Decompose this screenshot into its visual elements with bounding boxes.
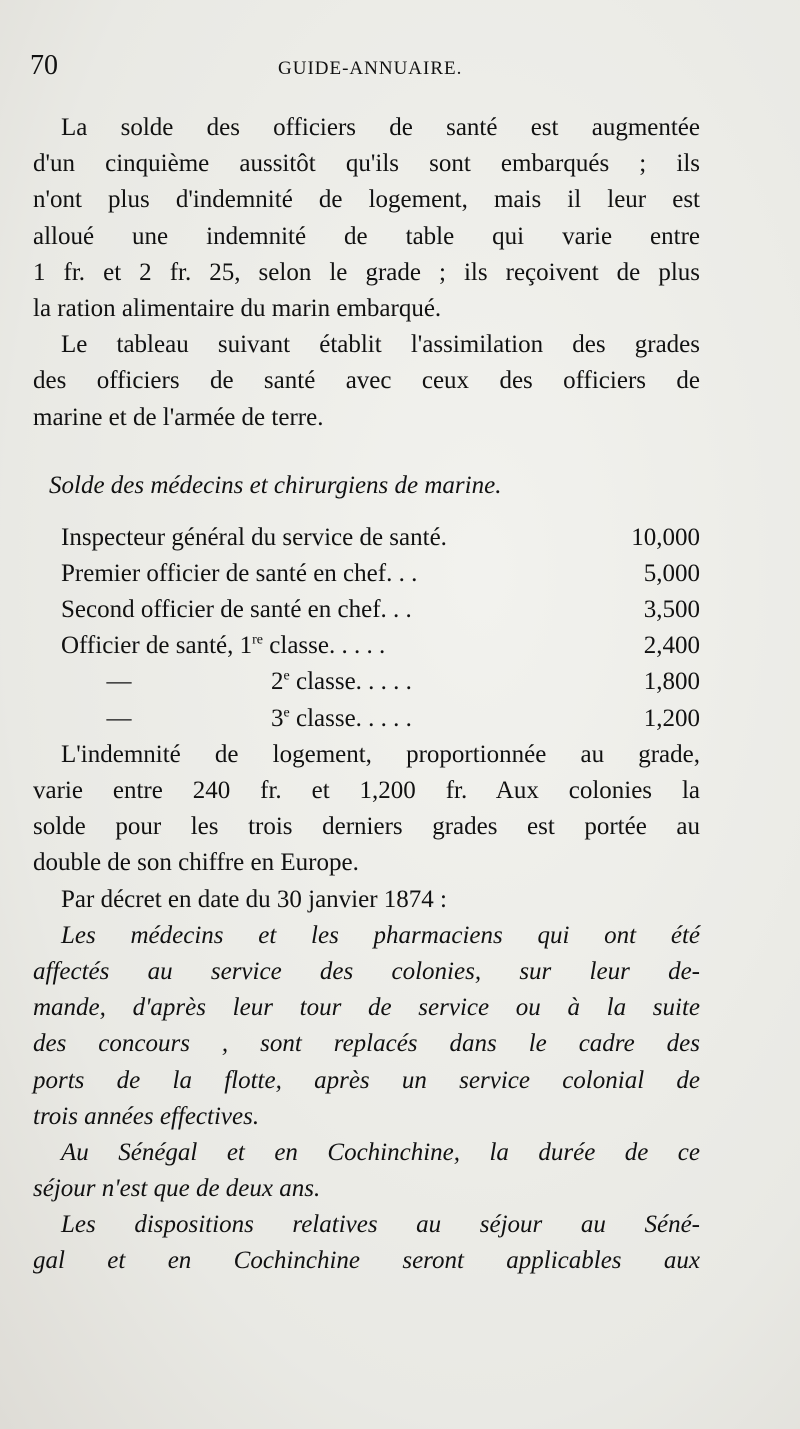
salary-value: 5,000	[643, 559, 700, 587]
table-row	[61, 701, 700, 737]
text-line: Par décret en date du 30 janvier 1874 :	[61, 885, 447, 913]
text-line: mande, d'après leur tour de service ou à la suite	[33, 994, 700, 1022]
ditto-dash: —	[106, 668, 132, 696]
rank-label: — 2e classe. . . . .	[61, 664, 580, 700]
text-line: ports de la flotte, après un service colonial de	[33, 1066, 700, 1094]
text-line: des officiers de santé avec ceux des officiers de	[33, 367, 700, 395]
table-row	[61, 628, 700, 664]
rank-label: Premier officier de santé en chef. . .	[61, 559, 418, 587]
text-line: marine et de l'armée de terre.	[33, 403, 324, 431]
rank-label: — 3e classe. . . . .	[61, 701, 580, 737]
salary-value: 10,000	[631, 523, 700, 551]
page-number: 70	[30, 50, 58, 81]
text-line: Le tableau suivant établit l'assimilation des grades	[61, 331, 700, 359]
text-line: gal et en Cochinchine seront applicables aux	[33, 1247, 700, 1275]
section-title: Solde des médecins et chirurgiens de marine.	[49, 471, 502, 499]
rank-label: Officier de santé, 1re classe. . . . .	[61, 632, 386, 660]
running-head: GUIDE-ANNUAIRE.	[278, 58, 463, 79]
text-line: des concours , sont replacés dans le cadre des	[33, 1030, 700, 1058]
page-header	[30, 50, 700, 90]
text-line: L'indemnité de logement, proportionnée au grade,	[61, 740, 700, 768]
text-line: solde pour les trois derniers grades est portée au	[33, 813, 700, 841]
salary-value: 2,400	[643, 632, 700, 660]
text-line: la ration alimentaire du marin embarqué.	[33, 294, 442, 322]
paragraph-4	[33, 882, 700, 918]
salary-value: 1,200	[643, 704, 700, 732]
salary-value: 1,800	[643, 668, 700, 696]
page-body	[33, 110, 700, 1280]
text-line: Les médecins et les pharmaciens qui ont été	[61, 921, 700, 949]
table-row	[61, 664, 700, 700]
text-line: double de son chiffre en Europe.	[33, 849, 359, 877]
paragraph-3	[33, 737, 700, 882]
text-line: 1 fr. et 2 fr. 25, selon le grade ; ils reçoivent de plus	[33, 258, 700, 286]
paragraph-5	[33, 918, 700, 1135]
text-line: Les dispositions relatives au séjour au Séné-	[61, 1211, 700, 1239]
ditto-dash: —	[106, 704, 132, 732]
text-line: d'un cinquième aussitôt qu'ils sont embarqués ; ils	[33, 150, 700, 178]
text-line: alloué une indemnité de table qui varie entre	[33, 222, 700, 250]
text-line: séjour n'est que de deux ans.	[33, 1175, 321, 1203]
paragraph-7	[33, 1207, 700, 1279]
paragraph-1	[33, 110, 700, 327]
text-line: n'ont plus d'indemnité de logement, mais il leur est	[33, 186, 700, 214]
text-line: affectés au service des colonies, sur leur de-	[33, 957, 700, 985]
salary-table	[33, 520, 700, 737]
table-row	[61, 556, 700, 592]
text-line: varie entre 240 fr. et 1,200 fr. Aux colonies la	[33, 777, 700, 804]
table-row	[61, 520, 700, 556]
text-line: Au Sénégal et en Cochinchine, la durée de ce	[61, 1138, 700, 1166]
table-row	[61, 592, 700, 628]
text-line: trois années effectives.	[33, 1102, 260, 1130]
rank-label: Second officier de santé en chef. . .	[61, 596, 412, 624]
paragraph-2	[33, 327, 700, 436]
rank-label: Inspecteur général du service de santé.	[61, 523, 447, 551]
text-line: La solde des officiers de santé est augmentée	[61, 114, 700, 141]
salary-value: 3,500	[643, 596, 700, 624]
paragraph-6	[33, 1135, 700, 1207]
